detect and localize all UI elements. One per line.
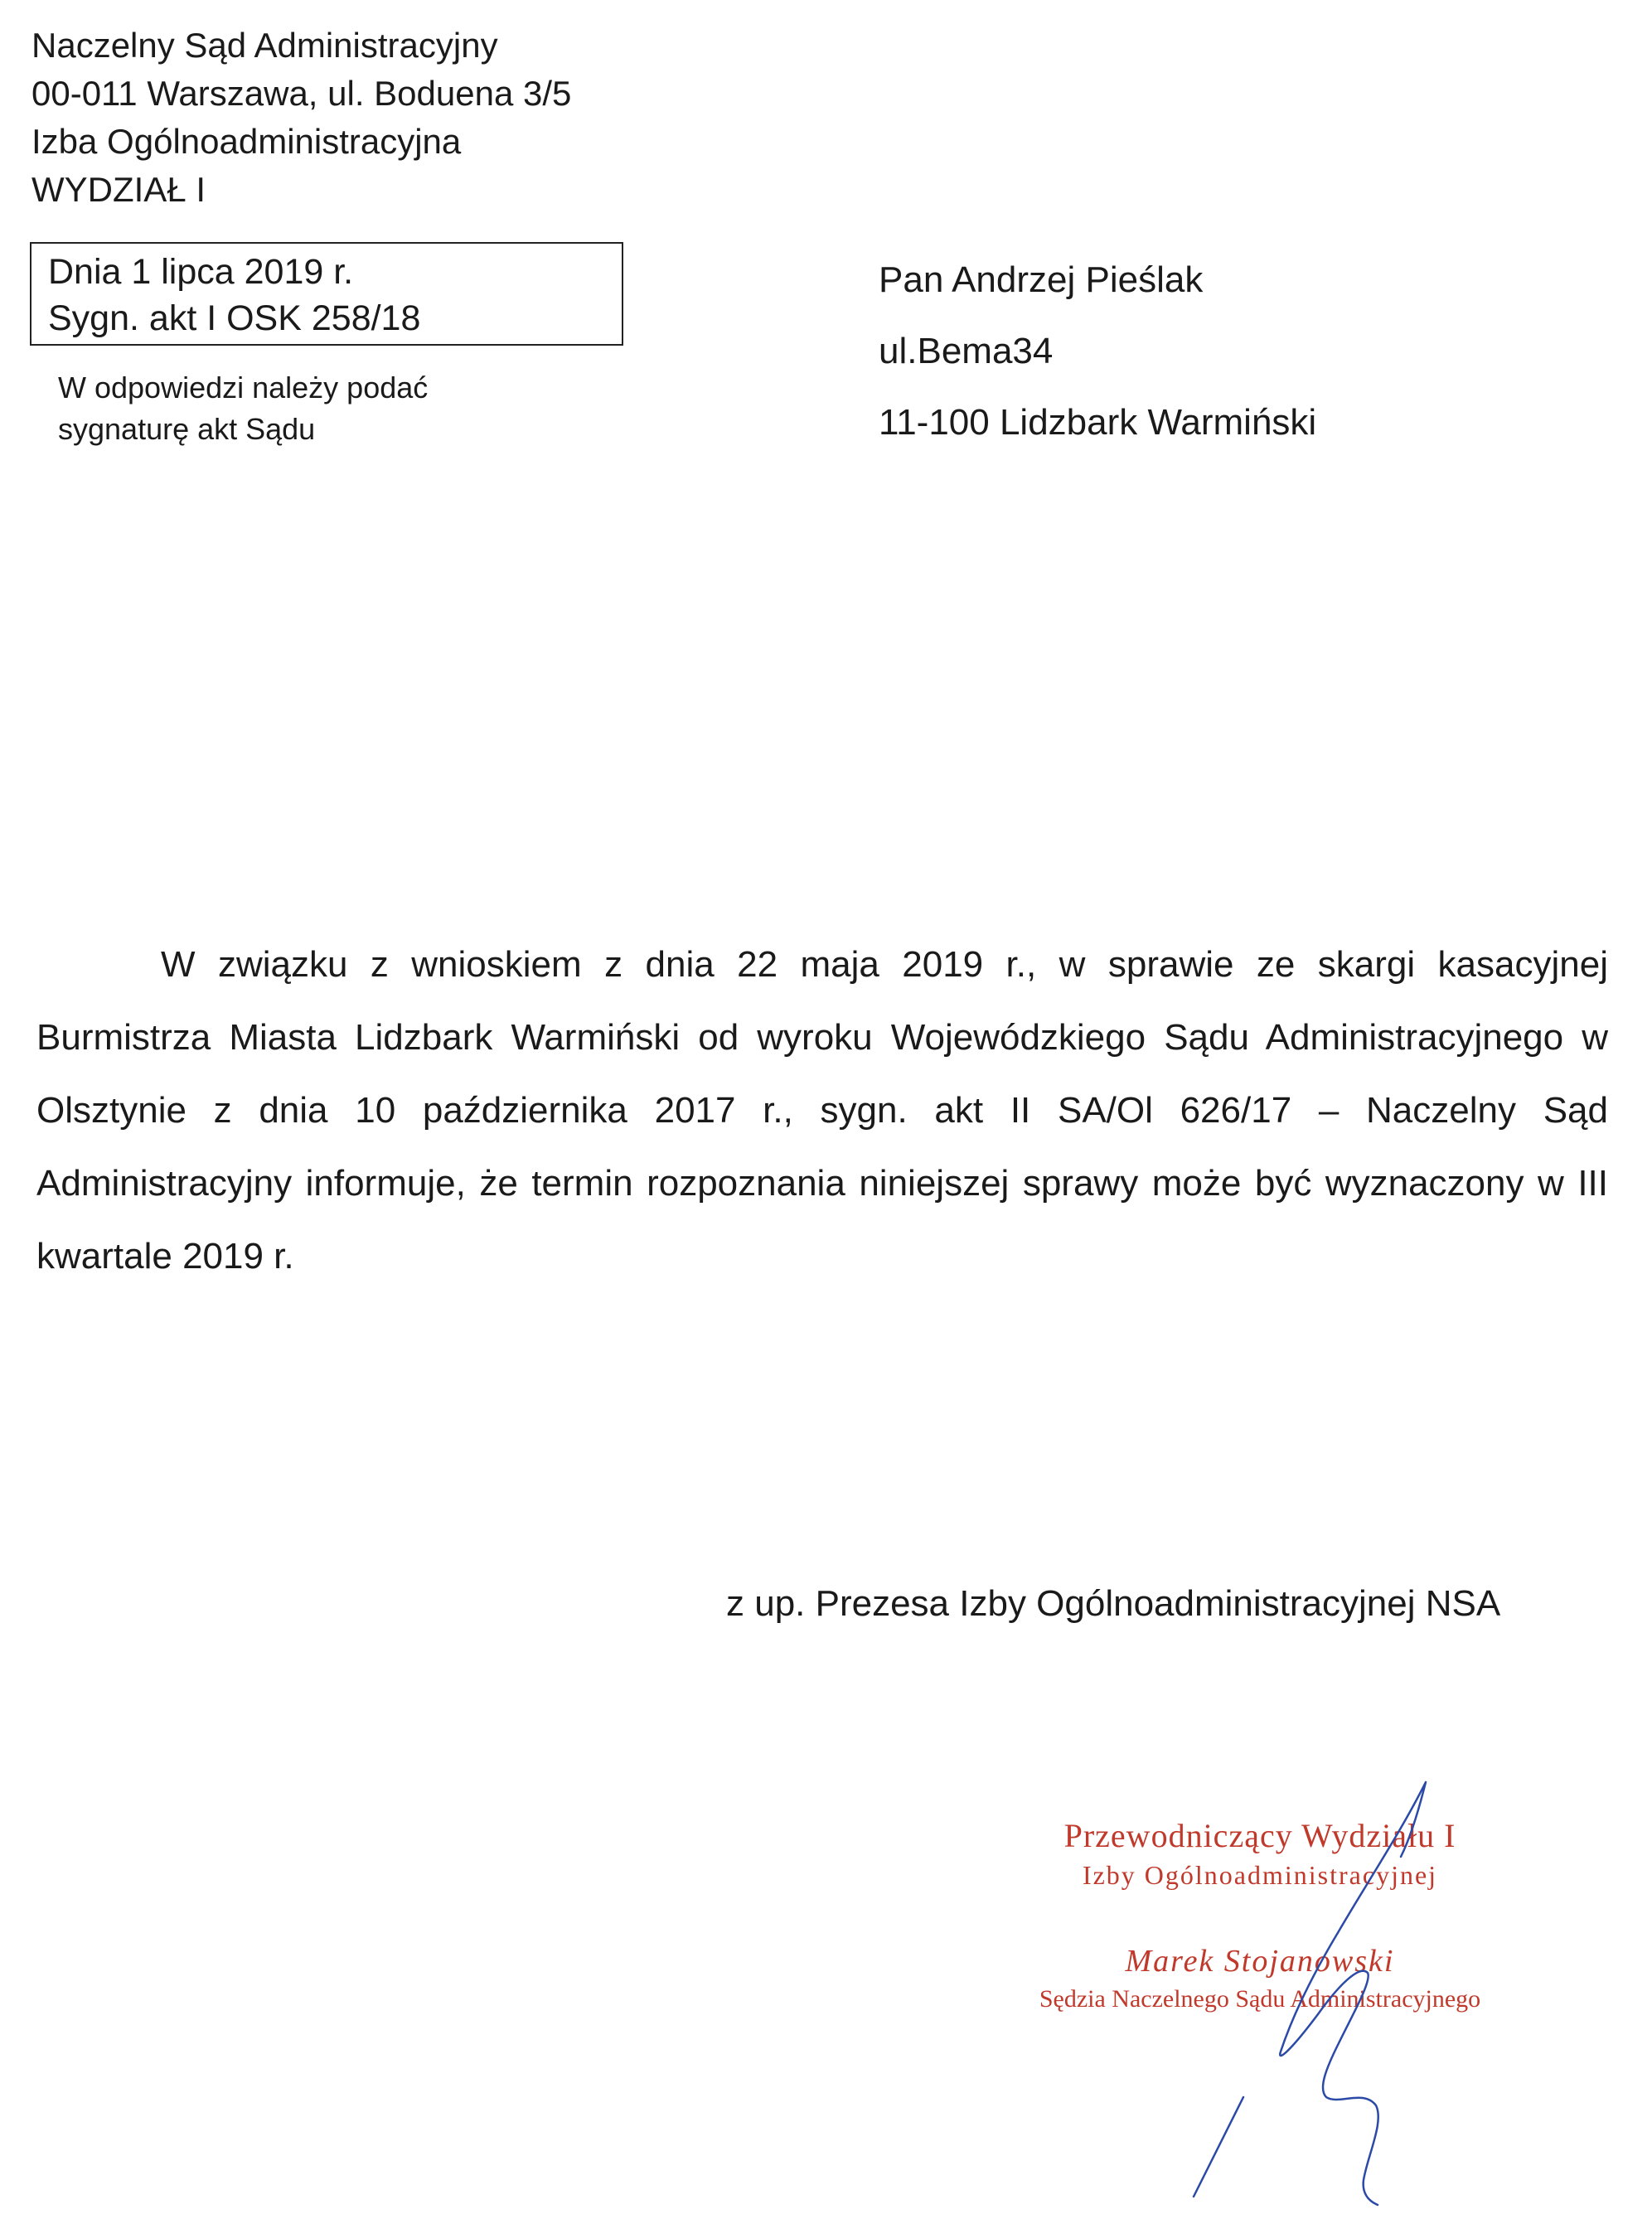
- recipient-name: Pan Andrzej Pieślak: [879, 259, 1204, 300]
- sender-division: WYDZIAŁ I: [31, 170, 206, 209]
- sender-court-name: Naczelny Sąd Administracyjny: [31, 26, 498, 65]
- body-paragraph: W związku z wnioskiem z dnia 22 maja 2019 r., w sprawie ze skargi kasacyjnej Burmistrza Miasta Lidzbark Warmiński od wyroku Wojewódzkiego Sądu Administracyjnego w Olsztynie z dnia 10 października 2017 r., sygn. akt II SA/Ol 626/17 – Naczelny Sąd Administracyjny informuje, że termin rozpoznania niniejszej sprawy może być wyznaczony w III kwartale 2019 r.: [36, 944, 1608, 1277]
- reference-box: [30, 242, 623, 346]
- sender-address: 00-011 Warszawa, ul. Boduena 3/5: [31, 74, 572, 113]
- signoff-line: z up. Prezesa Izby Ogólnoadministracyjnej NSA: [726, 1583, 1501, 1624]
- recipient-block: [879, 245, 1316, 458]
- recipient-city: 11-100 Lidzbark Warmiński: [879, 402, 1317, 443]
- handwritten-signature: [1160, 1766, 1509, 2213]
- reference-note-line-1: W odpowiedzi należy podać: [58, 371, 429, 405]
- letter-date: Dnia 1 lipca 2019 r.: [48, 252, 354, 292]
- stamp-judge-role: Sędzia Naczelnego Sądu Administracyjnego: [1039, 1985, 1481, 2013]
- recipient-street: ul.Bema34: [879, 331, 1054, 371]
- stamp-chamber: Izby Ogólnoadministracyjnej: [1082, 1860, 1438, 1890]
- stamp-title: Przewodniczący Wydziału I: [1063, 1817, 1456, 1854]
- stamp-judge-name: Marek Stojanowski: [1125, 1944, 1395, 1979]
- sender-block: [31, 22, 571, 214]
- sender-chamber: Izba Ogólnoadministracyjna: [31, 122, 462, 161]
- case-number: Sygn. akt I OSK 258/18: [48, 298, 421, 338]
- reference-note: [58, 367, 428, 450]
- reference-note-line-2: sygnaturę akt Sądu: [58, 412, 316, 446]
